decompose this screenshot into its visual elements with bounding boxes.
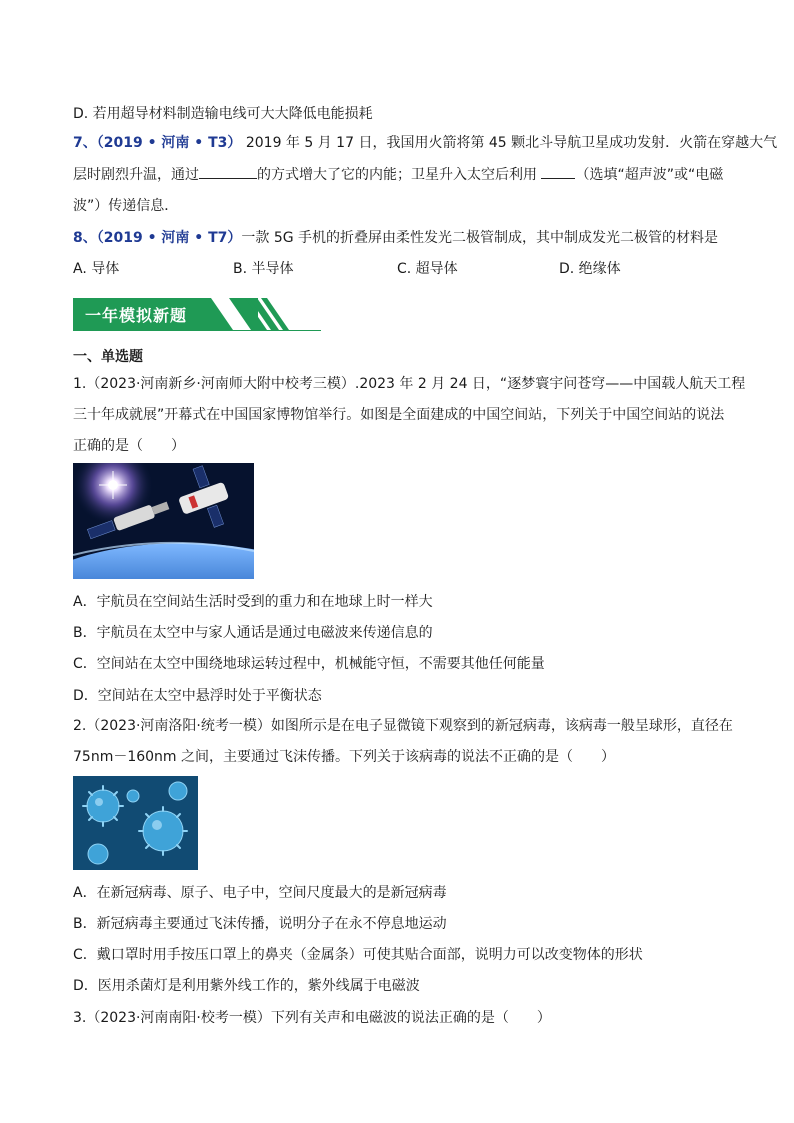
question-8-option-b[interactable]: B. 半导体 [233,261,294,277]
question-8-option-a[interactable]: A. 导体 [73,261,120,277]
question-8-option-d[interactable]: D. 绝缘体 [559,261,621,277]
question-7-text-2a: 层时剧烈升温，通过 [73,167,199,183]
question-8-options [73,258,733,278]
mock-1-line-1: 1.（2023·河南新乡·河南师大附中校考三模）.2023 年 2 月 24 日，“逐梦寰宇问苍穹——中国载人航天工程 [73,376,746,392]
mock-3-line-1: 3.（2023·河南南阳·校考一模）下列有关声和电磁波的说法正确的是（ ） [73,1010,551,1026]
mock-1-option-d[interactable]: D．空间站在太空中悬浮时处于平衡状态 [73,688,322,704]
question-8-text: 一款 5G 手机的折叠屏由柔性发光二极管制成，其中制成发光二极管的材料是 [241,230,719,246]
mock-1-option-b[interactable]: B．宇航员在太空中与家人通话是通过电磁波来传递信息的 [73,625,433,641]
question-7-text-1: 2019 年 5 月 17 日，我国用火箭将第 45 颗北斗导航卫星成功发射．火箭在穿越大气 [245,135,778,151]
section-subheading: 一、单选题 [73,349,143,365]
prev-option-d: D. 若用超导材料制造输电线可大大降低电能损耗 [73,106,373,122]
question-7-line-2 [73,164,723,185]
answer-blank-1[interactable] [199,164,257,179]
mock-1-option-c[interactable]: C．空间站在太空中围绕地球运转过程中，机械能守恒，不需要其他任何能量 [73,656,545,672]
question-7-tag: 7、（2019 • 河南 • T3） [73,135,242,151]
question-7-text-2c: （选填“超声波”或“电磁 [575,167,724,183]
question-7-text-3: 波”）传递信息． [73,198,179,214]
mock-1-line-2: 三十年成就展”开幕式在中国国家博物馆举行。如图是全面建成的中国空间站，下列关于中国空间站的说法 [73,407,725,423]
mock-2-option-b[interactable]: B．新冠病毒主要通过飞沫传播，说明分子在永不停息地运动 [73,916,447,932]
mock-2-option-a[interactable]: A．在新冠病毒、原子、电子中，空间尺度最大的是新冠病毒 [73,885,447,901]
space-station-image [73,463,254,579]
question-8-line [73,228,718,248]
mock-1-option-a[interactable]: A．宇航员在空间站生活时受到的重力和在地球上时一样大 [73,594,433,610]
section-banner [73,298,321,332]
mock-1-line-3: 正确的是（ ） [73,438,185,454]
question-7-text-2b: 的方式增大了它的内能；卫星升入太空后利用 [257,167,537,183]
virus-image [73,776,198,870]
mock-2-line-1: 2.（2023·河南洛阳·统考一模）如图所示是在电子显微镜下观察到的新冠病毒，该病毒一般呈球形，直径在 [73,718,733,734]
section-banner-title: 一年模拟新题 [85,306,188,325]
question-8-option-c[interactable]: C. 超导体 [397,261,458,277]
question-7-line-1 [73,133,777,153]
mock-2-option-c[interactable]: C．戴口罩时用手按压口罩上的鼻夹（金属条）可使其贴合面部，说明力可以改变物体的形状 [73,947,643,963]
question-8-tag: 8、（2019 • 河南 • T7） [73,230,242,246]
mock-2-option-d[interactable]: D．医用杀菌灯是利用紫外线工作的，紫外线属于电磁波 [73,978,420,994]
answer-blank-2[interactable] [541,164,575,179]
banner-stripes-icon [211,298,321,331]
mock-2-line-2: 75nm－160nm 之间，主要通过飞沫传播。下列关于该病毒的说法不正确的是（ ） [73,749,616,765]
banner-underline [73,330,321,331]
